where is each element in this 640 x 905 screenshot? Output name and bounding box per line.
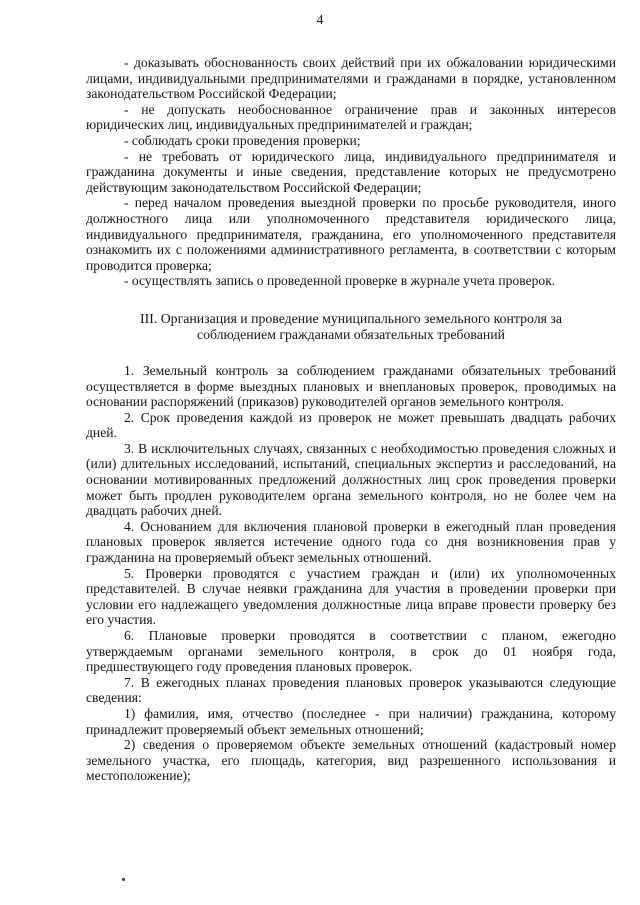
bullet-paragraph: - соблюдать сроки проведения проверки; [124, 132, 361, 148]
page-number: 4 [316, 12, 324, 27]
section-heading-line: соблюдением гражданами обязательных требований [196, 326, 506, 342]
page-body [86, 55, 616, 784]
scan-speck [122, 878, 125, 881]
bullet-paragraph: - не допускать необоснованное ограничение прав и законных интересов юридических лиц, индивидуальных предпринимателей и граждан; [86, 101, 616, 133]
section-heading-line: III. Организация и проведение муниципального земельного контроля за [140, 310, 562, 326]
bullet-paragraph: - не требовать от юридического лица, индивидуального предпринимателя и гражданина документы и иные сведения, представление которых не предусмотрено действующим законодательством Российской Федерации; [86, 148, 616, 195]
numbered-paragraph: 5. Проверки проводятся с участием граждан и (или) их уполномоченных представителей. В случае неявки гражданина для участия в проведении проверки при условии его надлежащего уведомления должностные лица вправе провести проверку без его участия. [86, 565, 616, 628]
section-heading [86, 311, 616, 343]
sub-item-paragraph: 1) фамилия, имя, отчество (последнее - при наличии) гражданина, которому принадлежит проверяемый объект земельных отношений; [86, 705, 616, 737]
numbered-paragraph: 1. Земельный контроль за соблюдением гражданами обязательных требований осуществляется в форме выездных плановых и внеплановых проверок, проводимых на основании распоряжений (приказов) руководителей органов земельного контроля. [86, 362, 616, 410]
bullet-paragraph: - перед началом проведения выездной проверки по просьбе руководителя, иного должностного лица или уполномоченного представителя юридического лица, индивидуального предпринимателя, гражданина, его уполномоченного представителя ознакомить их с положениями административного регламента, в соответствии с которым проводится проверка; [86, 195, 616, 273]
bullet-paragraph: - доказывать обоснованность своих действий при их обжаловании юридическими лицами, индивидуальными предпринимателями и гражданами в порядке, установленном законодательством Российской Федерации; [86, 55, 616, 102]
sub-item-paragraph: 2) сведения о проверяемом объекте земельных отношений (кадастровый номер земельного участка, его площадь, категория, вид разрешенного использования и местоположение); [86, 737, 616, 784]
numbered-paragraph: 4. Основанием для включения плановой проверки в ежегодный план проведения плановых проверок является истечение одного года со дня возникновения прав у гражданина на проверяемый объект земельных отношений. [86, 518, 616, 566]
numbered-paragraph: 3. В исключительных случаях, связанных с необходимостью проведения сложных и (или) длительных исследований, испытаний, специальных экспертиз и расследований, на основании мотивированных предложений должностных лиц срок проведения проверки может быть продлен руководителем органа земельного контроля, но не более чем на двадцать рабочих дней. [86, 440, 616, 519]
numbered-paragraph: 6. Плановые проверки проводятся в соответствии с планом, ежегодно утверждаемым органами земельного контроля, в срок до 01 ноября года, предшествующего году проведения плановых проверок. [86, 628, 616, 675]
numbered-paragraph: 2. Срок проведения каждой из проверок не может превышать двадцать рабочих дней. [86, 409, 616, 441]
bullet-paragraph: - осуществлять запись о проведенной проверке в журнале учета проверок. [124, 273, 556, 289]
numbered-paragraph: 7. В ежегодных планах проведения плановых проверок указываются следующие сведения: [86, 674, 616, 706]
